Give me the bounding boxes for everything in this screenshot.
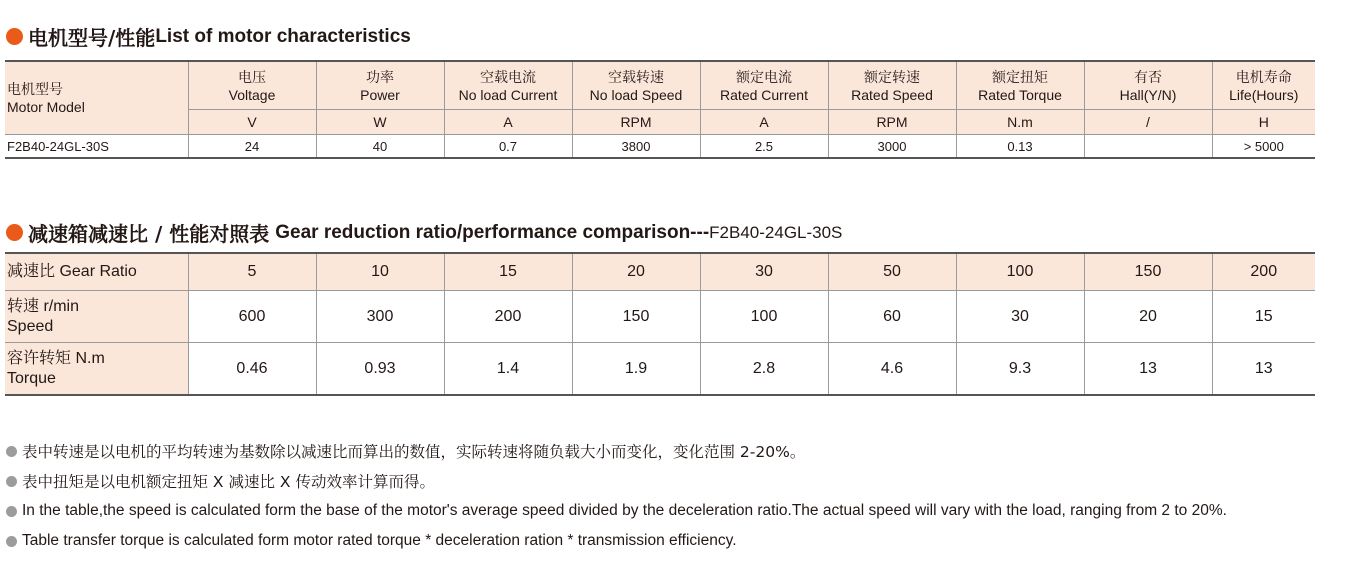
table-row — [5, 135, 1315, 159]
bullet-icon — [6, 476, 17, 487]
section2-title-model: F2B40-24GL-30S — [709, 222, 843, 242]
orange-dot-icon — [6, 224, 23, 241]
data-cell: 9.3 — [956, 343, 1084, 396]
data-cell: 0.7 — [444, 135, 572, 159]
row-label-line1: 容许转矩 N.m — [7, 349, 105, 367]
data-cell: > 5000 — [1212, 135, 1315, 159]
unit-cell: A — [444, 110, 572, 135]
header-en: No load Current — [458, 86, 558, 103]
data-cell: 150 — [572, 291, 700, 343]
header-cn: 空载转速 — [608, 68, 664, 85]
data-cell: 30 — [956, 291, 1084, 343]
speed-row — [5, 291, 1315, 343]
bullet-icon — [6, 506, 17, 517]
row-label-line2: Speed — [7, 317, 54, 335]
note-text: 表中扭矩是以电机额定扭矩 X 减速比 X 传动效率计算而得。 — [22, 473, 435, 491]
notes-list — [6, 436, 1336, 556]
unit-cell: V — [188, 110, 316, 135]
gear-ratio-table — [5, 252, 1315, 396]
data-cell: 100 — [700, 291, 828, 343]
header-cn: 功率 — [366, 68, 394, 85]
motor-header-row — [5, 61, 1315, 110]
data-cell: 24 — [188, 135, 316, 159]
note-text: 表中转速是以电机的平均转速为基数除以减速比而算出的数值，实际转速将随负载大小而变化，变化范围 2-20%。 — [22, 443, 806, 461]
header-en: Rated Speed — [851, 86, 933, 103]
data-cell: 13 — [1212, 343, 1315, 396]
section1-title — [6, 22, 411, 51]
note-text: In the table,the speed is calculated form the base of the motor's average speed divided by the deceleration ratio.The actual speed will vary with the load, ranging from 2 to 20%. — [22, 502, 1227, 519]
row-label — [5, 291, 188, 343]
column-header-voltage — [188, 61, 316, 110]
data-cell: 300 — [316, 291, 444, 343]
data-cell: 100 — [956, 253, 1084, 291]
header-en: Voltage — [228, 86, 276, 103]
motor-model-header-en: Motor Model — [7, 99, 85, 115]
data-cell: 20 — [1084, 291, 1212, 343]
data-cell: 1.4 — [444, 343, 572, 396]
column-header-rated-current — [700, 61, 828, 110]
unit-cell: / — [1084, 110, 1212, 135]
gear-ratio-row — [5, 253, 1315, 291]
column-header-rated-torque — [956, 61, 1084, 110]
header-cn: 有否 — [1134, 68, 1162, 85]
motor-unit-row — [5, 110, 1315, 135]
section2-title — [6, 218, 842, 247]
header-cn: 电机寿命 — [1235, 68, 1292, 85]
row-label — [5, 343, 188, 396]
unit-cell: N.m — [956, 110, 1084, 135]
data-cell: 3800 — [572, 135, 700, 159]
data-cell: 200 — [1212, 253, 1315, 291]
data-cell: 30 — [700, 253, 828, 291]
data-cell: 5 — [188, 253, 316, 291]
data-cell: 40 — [316, 135, 444, 159]
motor-characteristics-table — [5, 60, 1315, 159]
unit-cell: W — [316, 110, 444, 135]
section1-title-cn: 电机型号/性能 — [28, 26, 156, 50]
data-cell: 4.6 — [828, 343, 956, 396]
data-cell: 13 — [1084, 343, 1212, 396]
note-item — [6, 496, 1336, 526]
column-header-life — [1212, 61, 1315, 110]
header-en: Hall(Y/N) — [1119, 86, 1177, 103]
data-cell: 60 — [828, 291, 956, 343]
unit-cell: H — [1212, 110, 1315, 135]
unit-cell: RPM — [828, 110, 956, 135]
data-cell: 20 — [572, 253, 700, 291]
note-item — [6, 526, 1336, 556]
motor-model-header-cn: 电机型号 — [7, 81, 63, 97]
data-cell: 15 — [444, 253, 572, 291]
torque-row — [5, 343, 1315, 396]
column-header-power — [316, 61, 444, 110]
header-en: Rated Torque — [978, 86, 1062, 103]
data-cell: 50 — [828, 253, 956, 291]
data-cell — [1084, 135, 1212, 159]
data-cell: 0.13 — [956, 135, 1084, 159]
column-header-no-load-current — [444, 61, 572, 110]
motor-model-cell: F2B40-24GL-30S — [5, 135, 188, 159]
data-cell: 3000 — [828, 135, 956, 159]
header-en: Power — [360, 86, 400, 103]
header-cn: 电压 — [238, 68, 266, 85]
note-text: Table transfer torque is calculated form motor rated torque * deceleration ration * transmission efficiency. — [22, 532, 737, 549]
bullet-icon — [6, 446, 17, 457]
section2-title-en: Gear reduction ratio/performance comparison--- — [275, 221, 710, 243]
data-cell: 1.9 — [572, 343, 700, 396]
row-label-line2: Torque — [7, 369, 56, 387]
header-en: No load Speed — [589, 86, 683, 103]
section1-title-en: List of motor characteristics — [155, 25, 411, 47]
data-cell: 2.8 — [700, 343, 828, 396]
header-en: Rated Current — [720, 86, 808, 103]
motor-model-header — [5, 61, 188, 135]
note-item — [6, 436, 1336, 466]
column-header-hall — [1084, 61, 1212, 110]
row-label — [5, 253, 188, 291]
column-header-no-load-speed — [572, 61, 700, 110]
unit-cell: RPM — [572, 110, 700, 135]
data-cell: 2.5 — [700, 135, 828, 159]
header-en: Life(Hours) — [1229, 86, 1299, 103]
header-cn: 额定扭矩 — [992, 68, 1048, 85]
data-cell: 15 — [1212, 291, 1315, 343]
data-cell: 0.93 — [316, 343, 444, 396]
data-cell: 600 — [188, 291, 316, 343]
note-item — [6, 466, 1336, 496]
row-label-line1: 转速 r/min — [7, 297, 80, 315]
column-header-rated-speed — [828, 61, 956, 110]
unit-cell: A — [700, 110, 828, 135]
header-cn: 额定电流 — [736, 68, 792, 85]
section2-title-cn: 减速箱减速比 / 性能对照表 — [28, 222, 270, 246]
bullet-icon — [6, 536, 17, 547]
data-cell: 10 — [316, 253, 444, 291]
header-cn: 空载电流 — [480, 68, 536, 85]
data-cell: 200 — [444, 291, 572, 343]
orange-dot-icon — [6, 28, 23, 45]
row-label-line1: 减速比 Gear Ratio — [7, 263, 137, 280]
header-cn: 额定转速 — [864, 68, 920, 85]
data-cell: 0.46 — [188, 343, 316, 396]
data-cell: 150 — [1084, 253, 1212, 291]
